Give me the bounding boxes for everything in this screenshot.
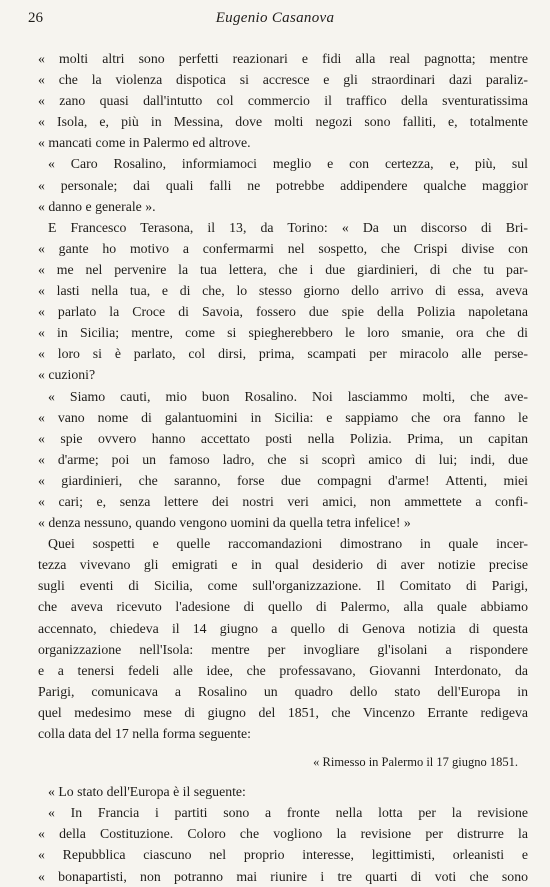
text-line: « In Francia i partiti sono a fronte nella lotta per la revisione	[48, 805, 528, 821]
text-line: « zano quasi dall'intutto col commercio il traffico della sventuratissima	[38, 93, 528, 109]
text-line: « giardinieri, che saranno, forse due compagni d'arme! Attenti, miei	[38, 472, 528, 488]
text-line: « che la violenza dispotica si accresce e gli straordinari dazi paraliz-	[38, 72, 528, 88]
text-line: « Siamo cauti, mio buon Rosalino. Noi lasciammo molti, che ave-	[48, 388, 528, 404]
text-line: sugli eventi di Sicilia, come sull'organizzazione. Il Comitato di Parigi,	[38, 578, 528, 594]
dateline: « Rimesso in Palermo il 17 giugno 1851.	[313, 755, 518, 770]
text-line: « Repubblica ciascuno nel proprio interesse, legittimisti, orleanisti e	[38, 847, 528, 863]
text-line: « mancati come in Palermo ed altrove.	[38, 135, 251, 151]
text-line: « vano nome di galantuomini in Sicilia: e sappiamo che ora fanno le	[38, 409, 528, 425]
text-line: « personale; dai quali falli ne potrebbe addipendere qualche maggior	[38, 177, 528, 193]
page-header	[28, 10, 522, 32]
text-line: « Lo stato dell'Europa è il seguente:	[48, 784, 246, 800]
text-line: accennato, chiedeva il 14 giugno a quello di Genova notizia di questa	[38, 620, 528, 636]
spacer	[38, 744, 528, 752]
page-number: 26	[28, 10, 43, 26]
spacer	[38, 773, 528, 781]
text-line: tezza vivevano gli emigrati e in qual desiderio di aver notizie precise	[38, 557, 528, 573]
text-line: « gante ho motivo a confermarmi nel sospetto, che Crispi divise con	[38, 240, 528, 256]
text-line: quel medesimo mese di giugno del 1851, che Vincenzo Errante redigeva	[38, 704, 528, 720]
text-line: « denza nessuno, quando vengono uomini da quella tetra infelice! »	[38, 515, 411, 531]
text-line: « cuzioni?	[38, 367, 96, 383]
text-line: « della Costituzione. Coloro che vogliono la revisione per distrurre la	[38, 826, 528, 842]
text-line: « me nel pervenire la tua lettera, che i due giardinieri, di che tu par-	[38, 261, 528, 277]
page-body	[38, 48, 528, 887]
text-line: colla data del 17 nella forma seguente:	[38, 726, 251, 741]
text-line: organizzazione nell'Isola: mentre per invogliare gl'isolani a rispondere	[38, 641, 528, 657]
text-line: Parigi, comunicava a Rosalino un quadro dello stato dell'Europa in	[38, 683, 528, 699]
text-line: « loro si è parlato, col dirsi, prima, scampati per miracolo alle perse-	[38, 346, 528, 362]
text-line: che aveva ricevuto l'adesione di quello di Palermo, alla quale abbiamo	[38, 599, 528, 615]
text-line: « parlato la Croce di Savoia, fossero due spie della Polizia napoletana	[38, 304, 528, 320]
text-line: « cari; e, senza lettere dei nostri veri amici, non ammettete a confi-	[38, 493, 528, 509]
text-line: « danno e generale ».	[38, 198, 156, 214]
text-line: « Isola, e, più in Messina, dove molti negozi sono falliti, e, totalmente	[38, 114, 528, 130]
text-line: « Caro Rosalino, informiamoci meglio e con certezza, e, più, sul	[48, 156, 528, 172]
running-title: Eugenio Casanova	[215, 10, 335, 26]
text-line: « lasti nella tua, e di che, lo stesso giorno dello arrivo di essa, aveva	[38, 283, 528, 299]
text-line: « bonapartisti, non potranno mai riunire i tre quarti di voti che sono	[38, 868, 528, 884]
text-line: « spie ovvero hanno accettato posti nella Polizia. Prima, un capitan	[38, 430, 528, 446]
text-line: « d'arme; poi un famoso ladro, che si scoprì amico di lui; indi, due	[38, 451, 528, 467]
text-line: « in Sicilia; mentre, come si spiegherebbero le loro smanie, ora che di	[38, 325, 528, 341]
text-line: e a tenersi fedeli alle idee, che professavano, Giovanni Interdonato, da	[38, 662, 528, 678]
text-line: Quei sospetti e quelle raccomandazioni dimostrano in quale incer-	[48, 536, 528, 552]
text-line: « molti altri sono perfetti reazionari e fidi alla real pagnotta; mentre	[38, 51, 528, 66]
text-line: E Francesco Terasona, il 13, da Torino: « Da un discorso di Bri-	[48, 219, 528, 235]
